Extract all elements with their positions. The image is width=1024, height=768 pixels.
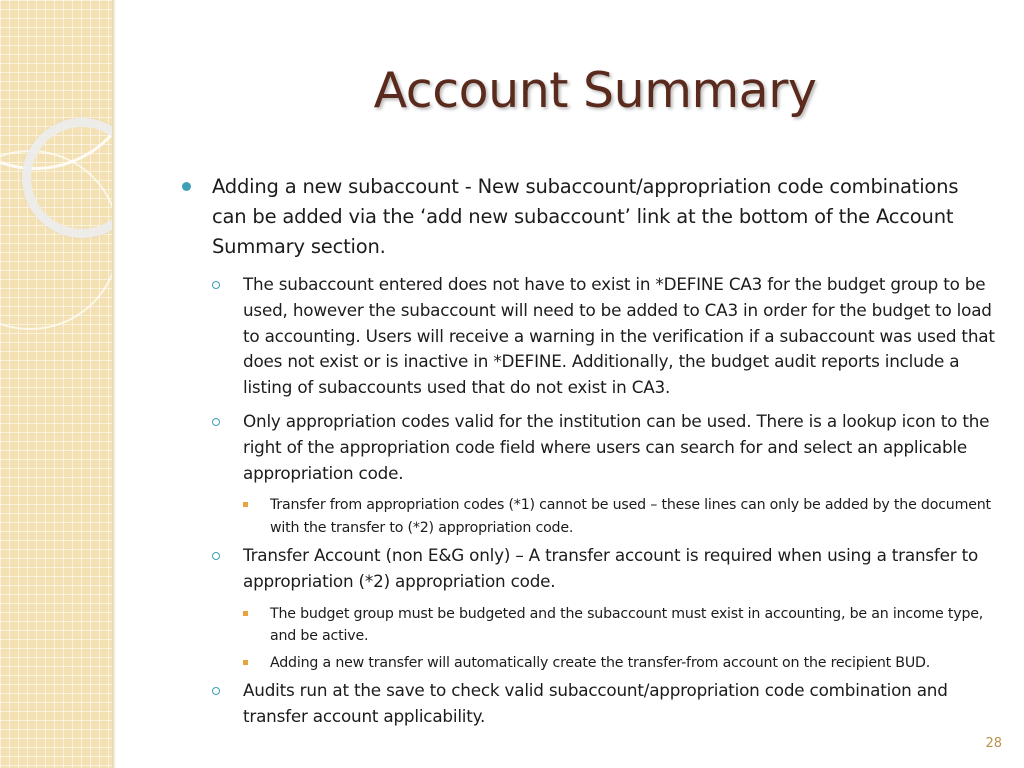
bullet-circle-icon — [212, 281, 220, 289]
bullet-text: Transfer from appropriation codes (*1) cannot be used – these lines can only be added by the document with the transfer to (*2) appropriation code. — [270, 497, 991, 536]
bullet-level3 — [186, 652, 996, 675]
bullet-level1 — [186, 172, 996, 262]
bullet-circle-icon — [212, 418, 220, 426]
bullet-level2 — [186, 272, 996, 401]
bullet-circle-icon — [212, 552, 220, 560]
bullet-text: Transfer Account (non E&G only) – A transfer account is required when using a transfer to appropriation (*2) appropriation code. — [243, 545, 979, 592]
bullet-level3 — [186, 494, 996, 539]
bullet-text: Adding a new subaccount - New subaccount/appropriation code combinations can be added via the ‘add new subaccount’ link at the bottom of the Account Summary section. — [212, 175, 959, 258]
bullet-square-icon — [243, 502, 248, 507]
decorative-side-panel — [0, 0, 112, 768]
bullet-text: The subaccount entered does not have to exist in *DEFINE CA3 for the budget group to be used, however the subaccount will need to be added to CA3 in order for the budget to load to accounting. Users will receive a warning in the verification if a subaccount was used that does not exist or is inactive in *DEFINE. Additionally, the budget audit reports include a listing of subaccounts used that do not exist in CA3. — [243, 274, 995, 398]
bullet-level2 — [186, 678, 996, 730]
bullet-level3 — [186, 603, 996, 648]
bullet-text: Audits run at the save to check valid subaccount/appropriation code combination and transfer account applicability. — [243, 680, 948, 727]
page-number: 28 — [985, 736, 1002, 751]
bullet-level2 — [186, 543, 996, 595]
bullet-text: Only appropriation codes valid for the institution can be used. There is a lookup icon to the right of the appropriation code field where users can search for and select an applicable appropriation code. — [243, 410, 990, 483]
bullet-dot-icon — [182, 182, 191, 191]
slide-title: Account Summary — [373, 62, 817, 119]
bullet-square-icon — [243, 611, 248, 616]
bullet-level2 — [186, 409, 996, 486]
slide-content — [186, 172, 996, 738]
bullet-text: Adding a new transfer will automatically create the transfer-from account on the recipient BUD. — [270, 654, 931, 671]
bullet-text: The budget group must be budgeted and the subaccount must exist in accounting, be an income type, and be active. — [270, 605, 984, 645]
decorative-edge — [112, 0, 116, 768]
bullet-square-icon — [243, 660, 248, 665]
bullet-circle-icon — [212, 687, 220, 695]
